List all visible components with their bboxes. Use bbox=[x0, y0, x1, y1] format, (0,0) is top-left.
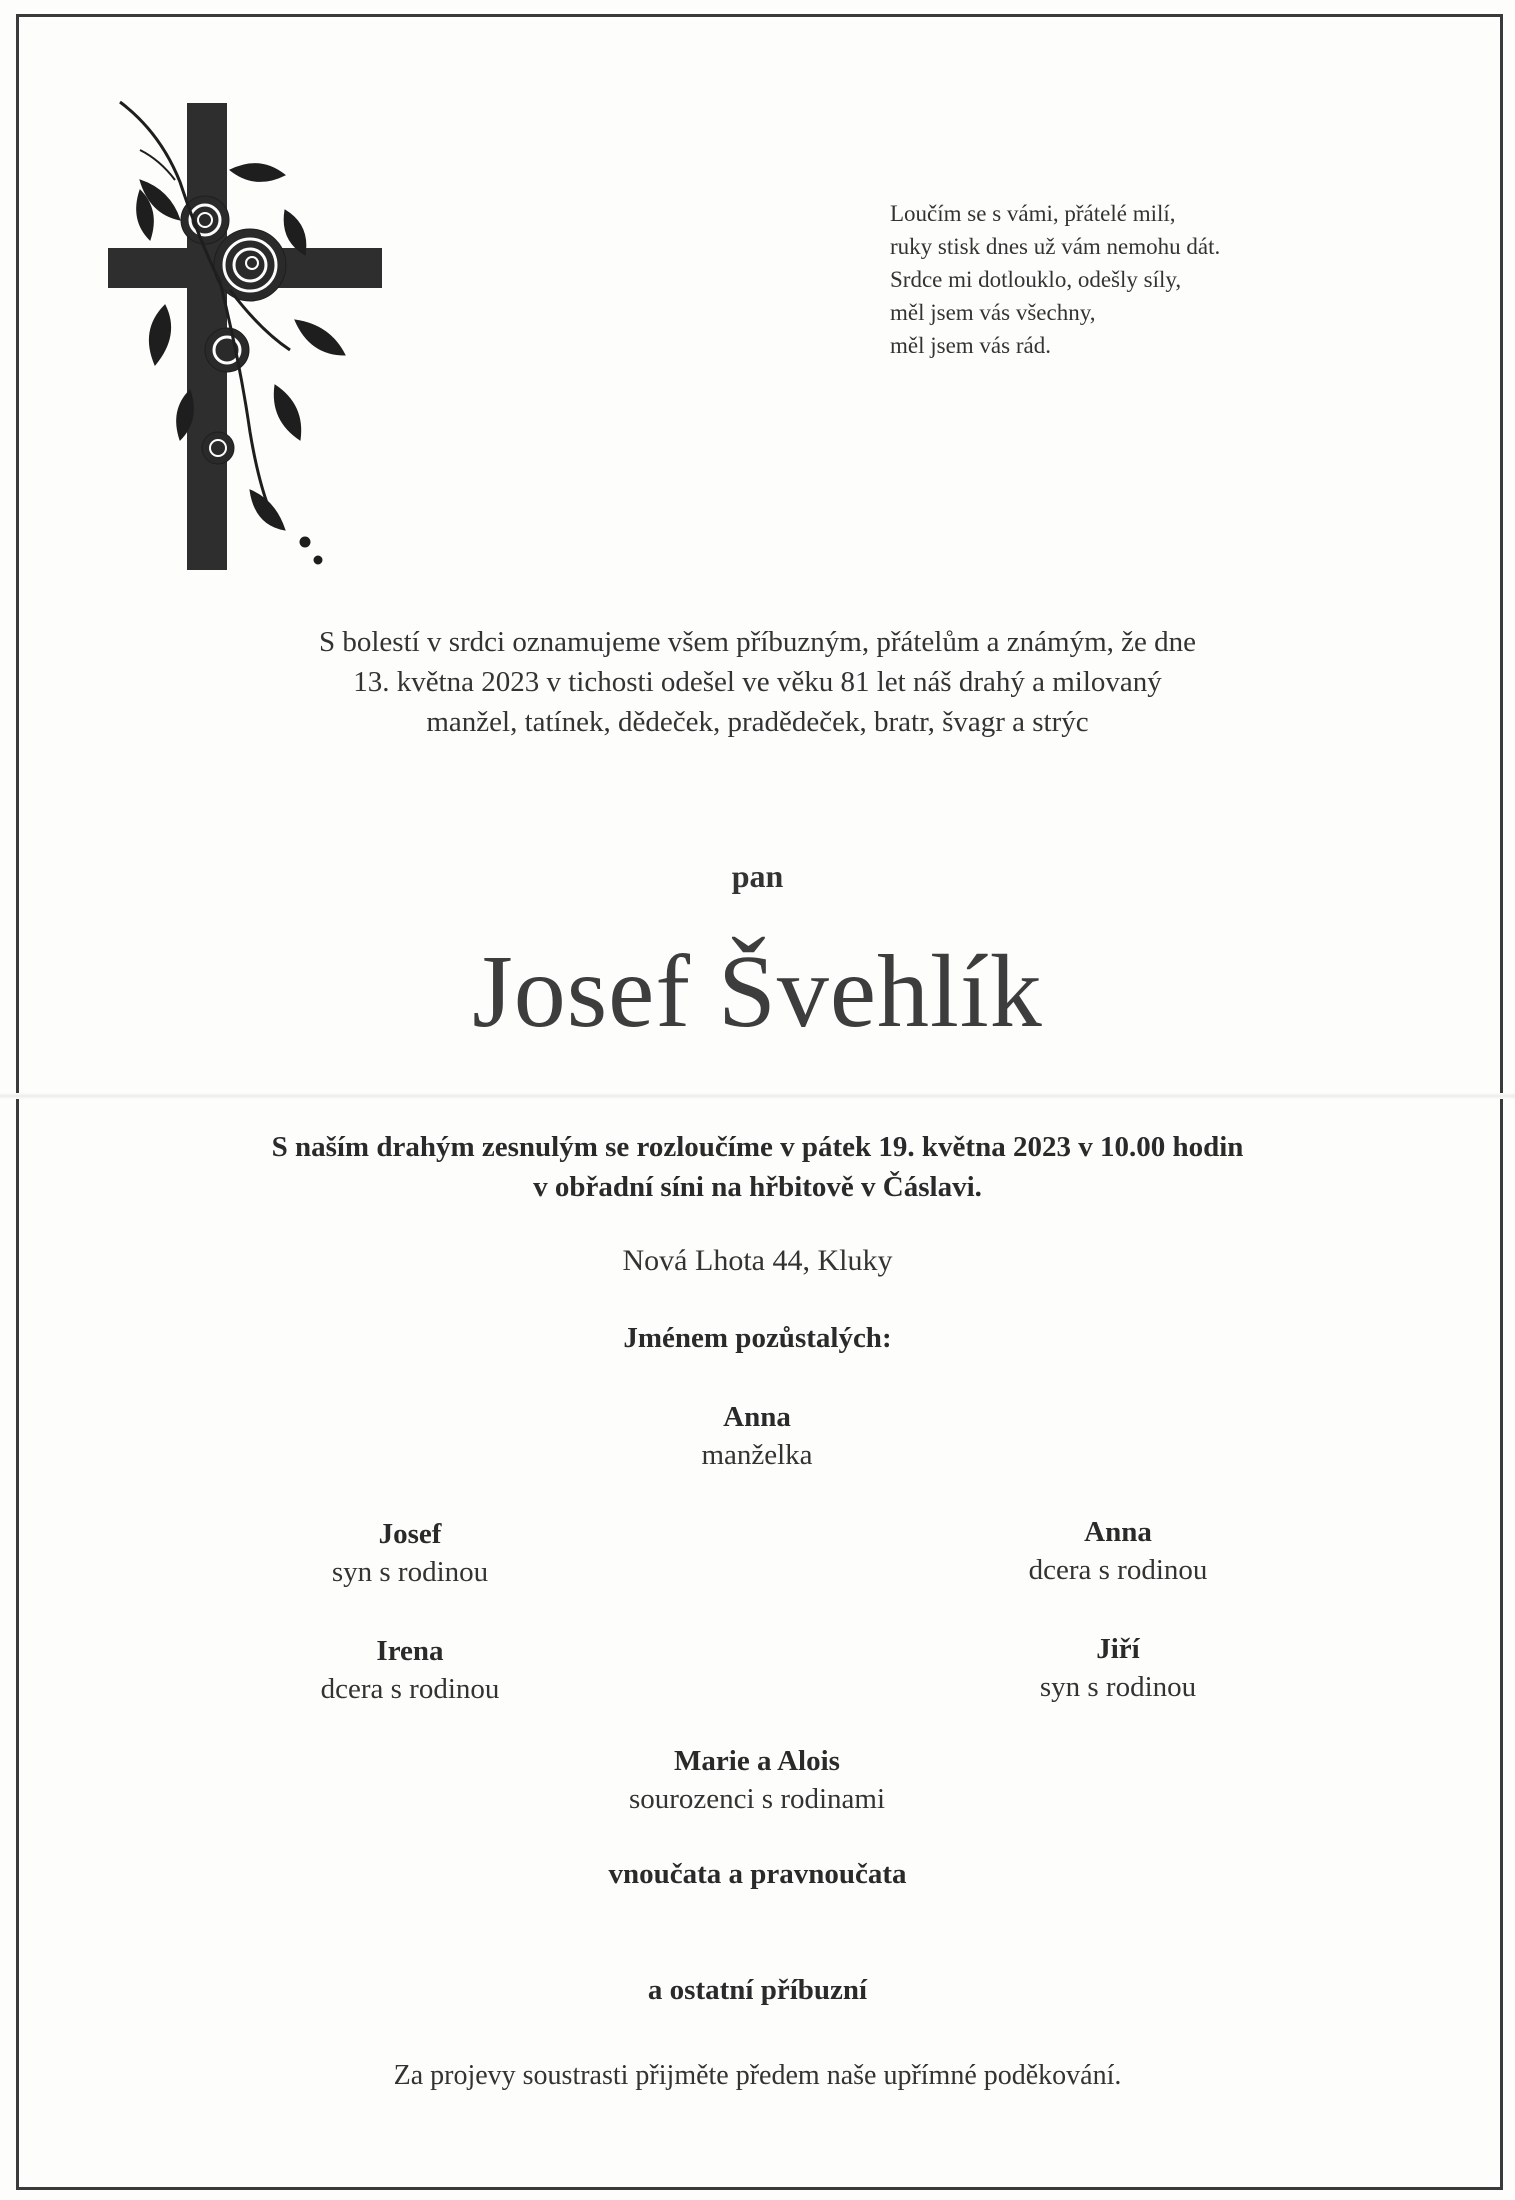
poem-line: měl jsem vás všechny, bbox=[890, 300, 1096, 325]
announcement-line: S bolestí v srdci oznamujeme všem příbuzným, přátelům a známým, že dne bbox=[318, 626, 1196, 658]
mourner-name: Marie a Alois bbox=[674, 1745, 840, 1777]
mourner-son-josef bbox=[210, 1515, 610, 1591]
mourner-relation: dcera s rodinou bbox=[1028, 1554, 1208, 1586]
mourner-son-jiri bbox=[918, 1630, 1318, 1706]
grandchildren: vnoučata a pravnoučata bbox=[608, 1858, 907, 1890]
announcement-line: manžel, tatínek, dědeček, pradědeček, bratr, švagr a strýc bbox=[426, 706, 1089, 738]
on-behalf-heading: Jménem pozůstalých: bbox=[623, 1322, 892, 1354]
deceased-name: Josef Švehlík bbox=[472, 934, 1043, 1049]
announcement-line: 13. května 2023 v tichosti odešel ve věku 81 let náš drahý a milovaný bbox=[353, 666, 1162, 698]
address: Nová Lhota 44, Kluky bbox=[622, 1244, 893, 1277]
mourner-name: Josef bbox=[378, 1518, 442, 1550]
mourner-relation: manželka bbox=[701, 1439, 813, 1471]
mourner-relation: syn s rodinou bbox=[1039, 1671, 1197, 1703]
cross-with-roses-icon bbox=[80, 90, 400, 580]
mourner-name: Anna bbox=[723, 1401, 791, 1433]
mourner-wife bbox=[557, 1398, 957, 1474]
poem-line: ruky stisk dnes už vám nemohu dát. bbox=[890, 234, 1221, 259]
other-relatives: a ostatní příbuzní bbox=[647, 1974, 868, 2006]
mourner-daughter-irena bbox=[210, 1632, 610, 1708]
mourner-daughter-anna bbox=[918, 1513, 1318, 1589]
fold-line bbox=[0, 1093, 1515, 1099]
mourner-relation: dcera s rodinou bbox=[320, 1673, 500, 1705]
mourner-relation: sourozenci s rodinami bbox=[628, 1783, 886, 1815]
mourner-siblings bbox=[557, 1742, 957, 1818]
mourner-name: Anna bbox=[1084, 1516, 1152, 1548]
service-line: S naším drahým zesnulým se rozloučíme v pátek 19. května 2023 v 10.00 hodin bbox=[271, 1131, 1244, 1163]
deceased-title: pan bbox=[731, 858, 784, 894]
mourner-relation: syn s rodinou bbox=[331, 1556, 489, 1588]
announcement bbox=[0, 622, 1515, 742]
poem-line: měl jsem vás rád. bbox=[890, 333, 1051, 358]
mourner-name: Jiří bbox=[1096, 1633, 1140, 1665]
mourner-name: Irena bbox=[376, 1635, 444, 1667]
thanks-note: Za projevy soustrasti přijměte předem naše upřímné poděkování. bbox=[393, 2060, 1122, 2091]
poem bbox=[890, 197, 1220, 362]
service-line: v obřadní síni na hřbitově v Čáslavi. bbox=[533, 1171, 982, 1203]
service-info bbox=[0, 1127, 1515, 1207]
poem-line: Loučím se s vámi, přátelé milí, bbox=[890, 201, 1176, 226]
poem-line: Srdce mi dotlouklo, odešly síly, bbox=[890, 267, 1182, 292]
